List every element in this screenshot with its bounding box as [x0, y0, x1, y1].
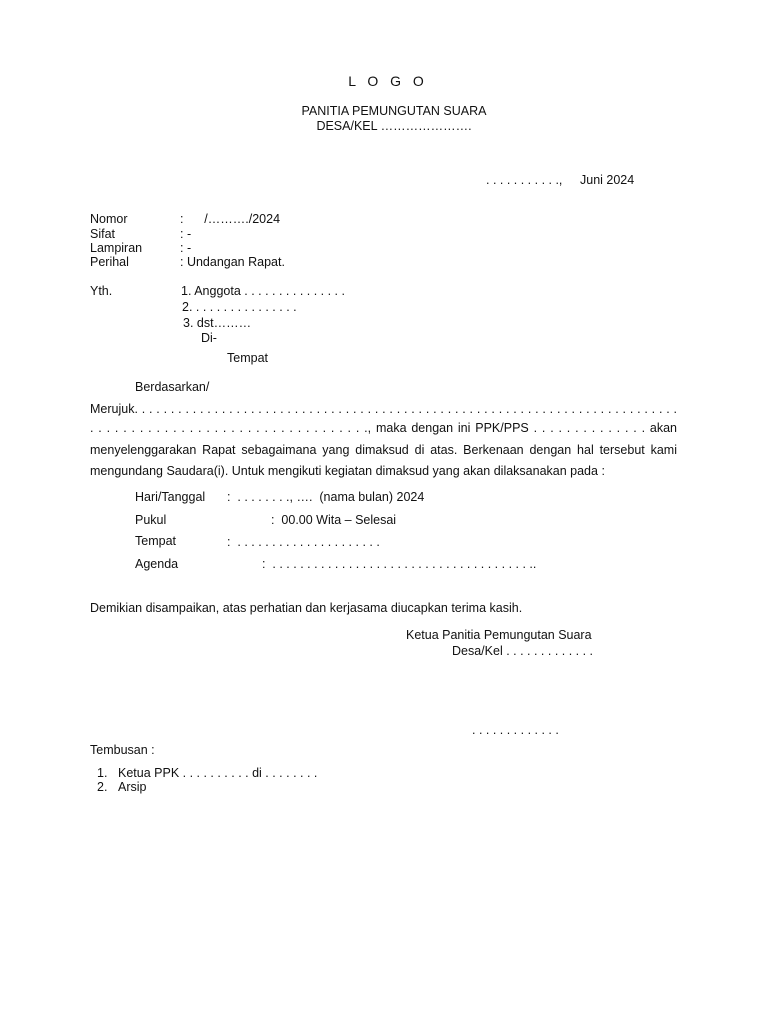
pukul-label: Pukul — [135, 513, 167, 527]
committee-title: PANITIA PEMUNGUTAN SUARA — [301, 104, 487, 118]
perihal-label: Perihal — [90, 255, 129, 269]
recipient-item: 1. Anggota . . . . . . . . . . . . . . . — [181, 284, 345, 298]
nomor-value: : /………./2024 — [180, 212, 281, 226]
cc-item: Ketua PPK . . . . . . . . . . di . . . . . . . . — [118, 766, 318, 780]
sifat-label: Sifat — [90, 227, 116, 241]
paragraph-line: mengundang Saudara(i). Untuk mengikuti kegiatan dimaksud yang akan dilaksanakan pada : — [90, 464, 605, 478]
date-dots: . . . . . . . . . . ., — [486, 173, 563, 187]
yth-label: Yth. — [90, 284, 113, 298]
village-line: DESA/KEL …………………. — [316, 119, 472, 133]
hari-tanggal-value: : . . . . . . . ., …. (nama bulan) 2024 — [227, 490, 425, 504]
sifat-value: : - — [180, 227, 192, 241]
signature-name: . . . . . . . . . . . . . — [472, 723, 559, 737]
tempat-schedule-value: : . . . . . . . . . . . . . . . . . . . . . — [227, 535, 380, 549]
paragraph-line: . . . . . . . . . . . . . . . . . . . . . . . . . . . . . . . . . ., maka dengan ini PPK/PPS . . . . . . . . . . . . . . akan — [90, 421, 677, 435]
perihal-value: : Undangan Rapat. — [180, 255, 285, 269]
lampiran-value: : - — [180, 241, 192, 255]
paragraph-line: Merujuk. . . . . . . . . . . . . . . . . . . . . . . . . . . . . . . . . . . . . . . . . . . . . . . . . . . . . . . . . . . . . . . . . . . . . . . . . . . — [90, 402, 677, 416]
di-label: Di- — [201, 331, 217, 345]
cc-label: Tembusan : — [90, 743, 155, 757]
signature-place: Desa/Kel . . . . . . . . . . . . . — [452, 644, 594, 658]
date-month-year: Juni 2024 — [580, 173, 635, 187]
tempat-schedule-label: Tempat — [135, 534, 176, 548]
pukul-value: : 00.00 Wita – Selesai — [271, 513, 397, 527]
logo-placeholder: L O G O — [348, 73, 428, 89]
recipient-item: 2. . . . . . . . . . . . . . . . — [182, 300, 297, 314]
lampiran-label: Lampiran — [90, 241, 143, 255]
paragraph-opening: Berdasarkan/ — [135, 380, 210, 394]
recipient-item: 3. dst……… — [183, 316, 252, 330]
signature-title: Ketua Panitia Pemungutan Suara — [406, 628, 592, 642]
hari-tanggal-label: Hari/Tanggal — [135, 490, 206, 504]
paragraph-line: menyelenggarakan Rapat sebagaimana yang dimaksud di atas. Berkenaan dengan hal tersebut kami — [90, 443, 677, 457]
cc-item: Arsip — [118, 780, 147, 794]
closing-sentence: Demikian disampaikan, atas perhatian dan kerjasama diucapkan terima kasih. — [90, 601, 523, 615]
agenda-value: : . . . . . . . . . . . . . . . . . . . . . . . . . . . . . . . . . . . . . .. — [262, 557, 537, 571]
tempat-label: Tempat — [227, 351, 268, 365]
cc-item-number: 2. — [97, 780, 108, 794]
nomor-label: Nomor — [90, 212, 128, 226]
agenda-label: Agenda — [135, 557, 179, 571]
cc-item-number: 1. — [97, 766, 108, 780]
